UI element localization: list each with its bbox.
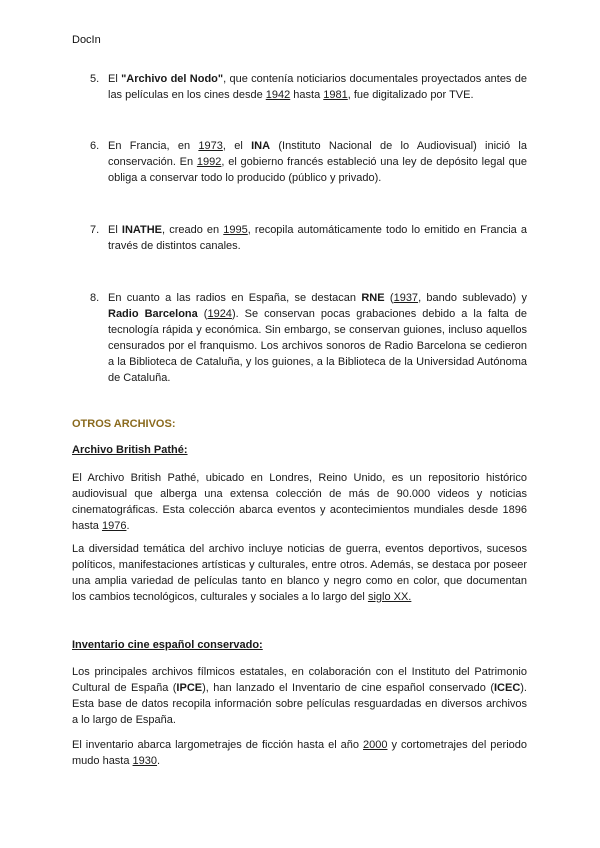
- text-run: y cortometrajes del periodo mudo hasta: [72, 739, 527, 767]
- year-link[interactable]: 1992: [196, 156, 222, 168]
- year-link[interactable]: 1942: [265, 89, 291, 101]
- text-run: (: [197, 308, 208, 320]
- year-link[interactable]: 2000: [363, 739, 388, 751]
- text-run: ), han lanzado el Inventario de cine español conservado (: [202, 682, 494, 694]
- list-item-8: [90, 290, 527, 386]
- text-run: El Archivo British Pathé, ubicado en Londres, Reino Unido, es un repositorio histórico audiovisual que alberga una extensa colección de más de 90.000 videos y noticias cinematográficas. Esta colección abarca eventos y acontecimientos mundiales desde 1896 hasta: [72, 472, 527, 532]
- year-link[interactable]: 1976: [101, 520, 127, 532]
- inventario-paragraph-2: [72, 737, 527, 769]
- bold-term: "Archivo del Nodo": [121, 73, 224, 85]
- century-link[interactable]: siglo XX.: [367, 591, 412, 603]
- text-run: El: [108, 73, 122, 85]
- inventario-paragraph-1: [72, 664, 527, 728]
- text-run: (Instituto Nacional de lo Audiovisual) inició la conservación. En: [108, 140, 527, 168]
- year-link[interactable]: 1995: [223, 224, 248, 236]
- list-number: 6.: [90, 140, 100, 152]
- year-link[interactable]: 1930: [132, 755, 158, 767]
- text-run: En cuanto a las radios en España, se destacan: [108, 292, 362, 304]
- text-run: Los principales archivos fílmicos estatales, en colaboración con el Instituto del Patrimonio Cultural de España (: [72, 666, 527, 694]
- text-run: El inventario abarca largometrajes de ficción hasta el año: [72, 739, 363, 751]
- list-number: 5.: [90, 73, 100, 85]
- text-run: ). Esta base de datos recopila información sobre películas resguardadas en diversos archivos a lo largo de España.: [72, 682, 527, 726]
- bold-term: RNE: [361, 292, 385, 304]
- text-run: , recopila automáticamente todo lo emitido en Francia a través de distintos canales.: [108, 224, 527, 252]
- bold-term: IPCE: [176, 682, 203, 694]
- british-pathe-paragraph-1: [72, 470, 527, 534]
- text-run: La diversidad temática del archivo incluye noticias de guerra, eventos deportivos, sucesos políticos, manifestaciones artísticas y culturales, entre otros. Además, se destaca por poseer una amplia variedad de películas tanto en blanco y negro como en color, que documentan los cambios tecnológicos, culturales y sociales a lo largo del: [72, 543, 527, 603]
- bold-term: Radio Barcelona: [108, 308, 198, 320]
- year-link[interactable]: 1981: [323, 89, 348, 101]
- list-item-7: [90, 222, 527, 254]
- list-number: 7.: [90, 224, 100, 236]
- british-pathe-title: Archivo British Pathé:: [72, 444, 188, 456]
- list-item-5: [90, 71, 527, 103]
- text-run: , bando sublevado) y: [418, 292, 527, 304]
- list-number: 8.: [90, 292, 100, 304]
- text-run: , el: [222, 140, 252, 152]
- text-run: El: [108, 224, 122, 236]
- app-header-title: DocIn: [72, 34, 101, 46]
- inventario-title: Inventario cine español conservado:: [72, 639, 263, 651]
- text-run: ). Se conservan pocas grabaciones debido a la falta de tecnología rápida y económica. Sin embargo, se conservan guiones, incluso aquellos censurados por el franquismo. Los archivos sonoros de Radio Barcelona se cedieron a la Biblioteca de Cataluña, y los guiones, a la Biblioteca de la Universidad Autónoma de Cataluña.: [108, 308, 527, 384]
- text-run: hasta: [290, 89, 324, 101]
- year-link[interactable]: 1973: [198, 140, 223, 152]
- year-link[interactable]: 1924: [207, 308, 232, 320]
- text-run: , que contenía noticiarios documentales proyectados antes de las películas en los cines desde: [108, 73, 527, 101]
- text-run: .: [157, 755, 161, 767]
- bold-term: INA: [251, 140, 271, 152]
- text-run: (: [384, 292, 394, 304]
- text-run: , fue digitalizado por TVE.: [347, 89, 474, 101]
- text-run: , creado en: [162, 224, 224, 236]
- bold-term: ICEC: [493, 682, 521, 694]
- section-title: OTROS ARCHIVOS:: [72, 418, 176, 430]
- british-pathe-paragraph-2: [72, 541, 527, 605]
- text-run: En Francia, en: [108, 140, 199, 152]
- bold-term: INATHE: [121, 224, 163, 236]
- text-run: , el gobierno francés estableció una ley de depósito legal que obliga a conservar todo lo producido (público y privado).: [108, 156, 528, 184]
- year-link[interactable]: 1937: [393, 292, 419, 304]
- list-item-6: [90, 138, 528, 186]
- text-run: .: [126, 520, 130, 532]
